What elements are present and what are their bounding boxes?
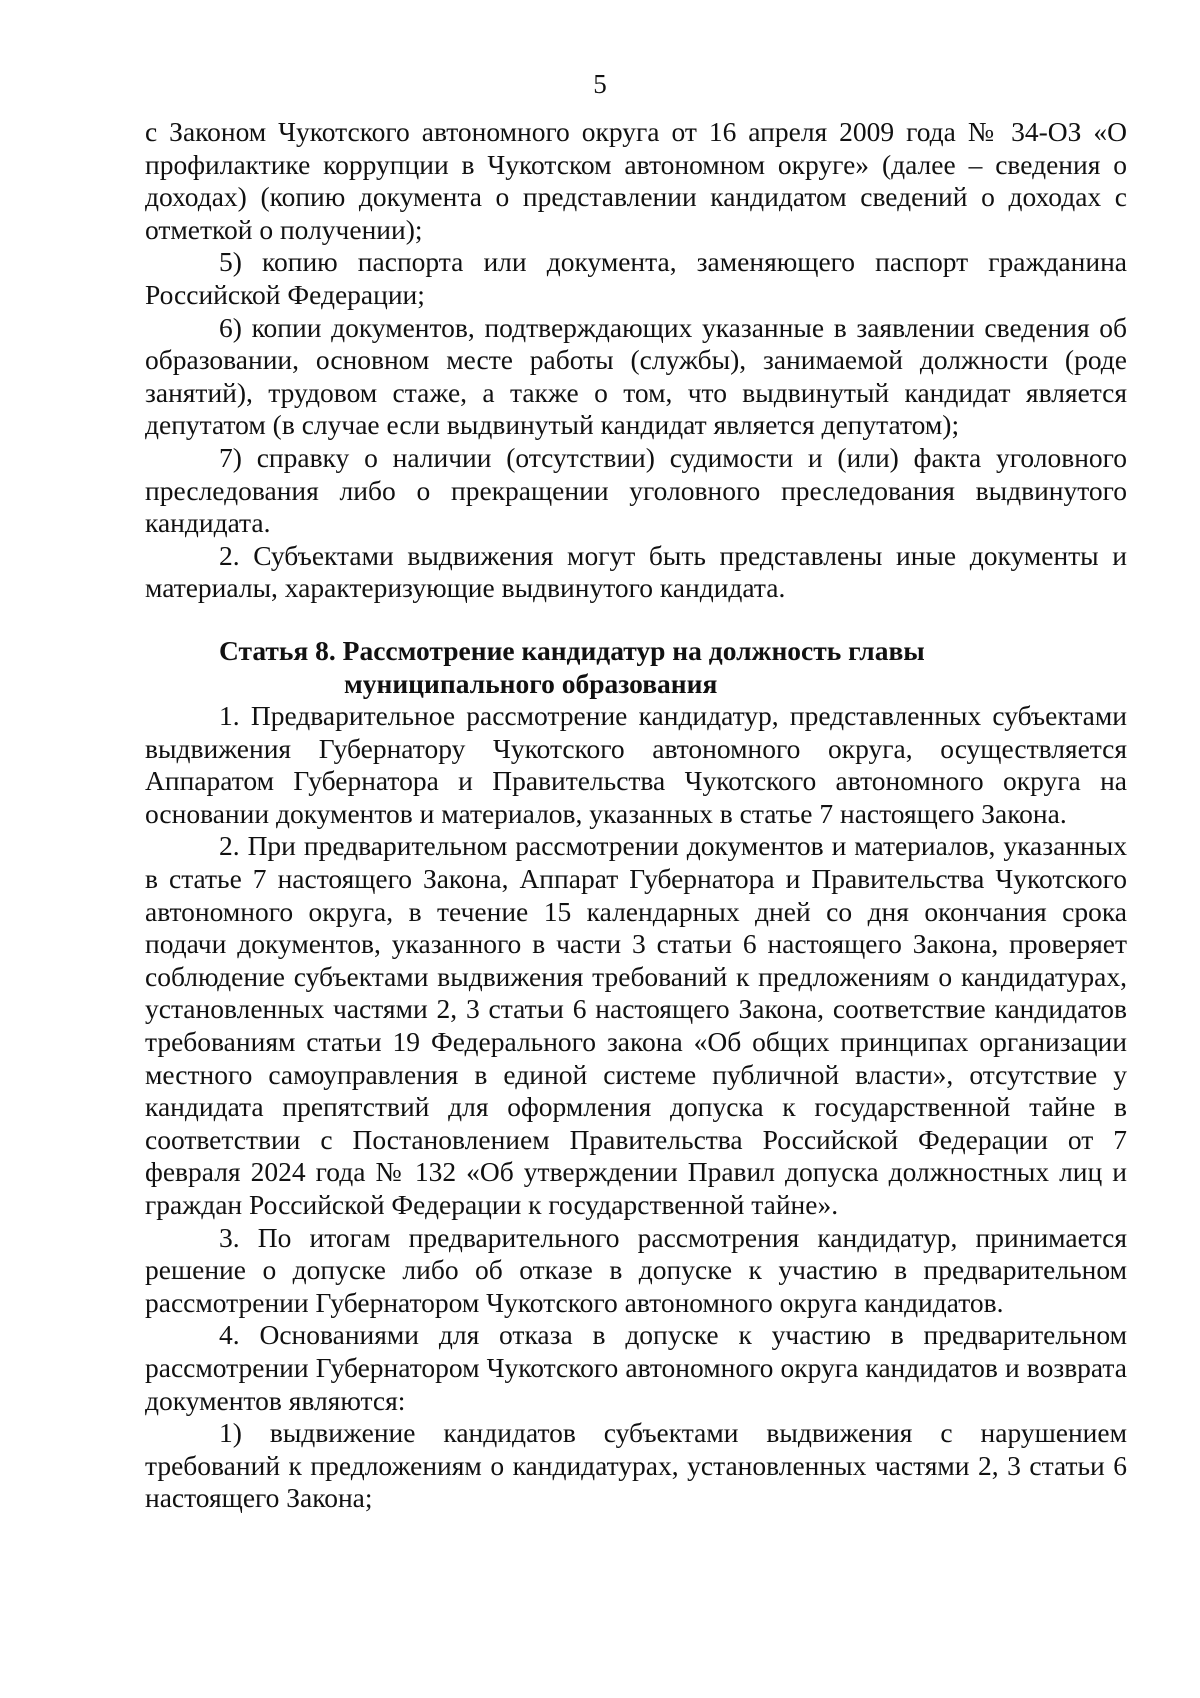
- paragraph: 4. Основаниями для отказа в допуске к участию в предварительном рассмотрении Губернатором Чукотского автономного округа кандидатов и возврата документов являются:: [145, 1319, 1127, 1416]
- paragraph: 2. При предварительном рассмотрении документов и материалов, указанных в статье 7 настоящего Закона, Аппарат Губернатора и Правительства Чукотского автономного округа, в течение 15 календарных дней со дня окончания срока подачи документов, указанного в части 3 статьи 6 настоящего Закона, проверяет соблюдение субъектами выдвижения требований к предложениям о кандидатурах, установленных частями 2, 3 статьи 6 настоящего Закона, соответствие кандидатов требованиям статьи 19 Федерального закона «Об общих принципах организации местного самоуправления в единой системе публичной власти», отсутствие у кандидата препятствий для оформления допуска к государственной тайне в соответствии с Постановлением Правительства Российской Федерации от 7 февраля 2024 года № 132 «Об утверждении Правил допуска должностных лиц и граждан Российской Федерации к государственной тайне».: [145, 830, 1127, 1220]
- article-heading: [145, 635, 1127, 700]
- paragraph: 1. Предварительное рассмотрение кандидатур, представленных субъектами выдвижения Губернатору Чукотского автономного округа, осуществляется Аппаратом Губернатора и Правительства Чукотского автономного округа на основании документов и материалов, указанных в статье 7 настоящего Закона.: [145, 700, 1127, 829]
- paragraph: с Законом Чукотского автономного округа от 16 апреля 2009 года № 34-ОЗ «О профилактике коррупции в Чукотском автономном округе» (далее – сведения о доходах) (копию документа о представлении кандидатом сведений о доходах с отметкой о получении);: [145, 116, 1127, 245]
- list-item: 7) справку о наличии (отсутствии) судимости и (или) факта уголовного преследования либо о прекращении уголовного преследования выдвинутого кандидата.: [145, 441, 1127, 539]
- paragraph: 2. Субъектами выдвижения могут быть представлены иные документы и материалы, характеризующие выдвинутого кандидата.: [145, 539, 1127, 604]
- document-body: [145, 116, 1127, 1515]
- list-item: 5) копию паспорта или документа, заменяющего паспорт гражданина Российской Федерации;: [145, 246, 1127, 310]
- article-heading-line-2: муниципального образования: [344, 667, 718, 699]
- paragraph: 3. По итогам предварительного рассмотрения кандидатур, принимается решение о допуске либо об отказе в допуске к участию в предварительном рассмотрении Губернатором Чукотского автономного округа кандидатов.: [145, 1221, 1127, 1318]
- list-item: 6) копии документов, подтверждающих указанные в заявлении сведения об образовании, основном месте работы (службы), занимаемой должности (роде занятий), трудовом стаже, а также о том, что выдвинутый кандидат является депутатом (в случае если выдвинутый кандидат является депутатом);: [145, 311, 1127, 441]
- article-heading-line-1: Статья 8. Рассмотрение кандидатур на должность главы: [219, 634, 925, 666]
- page-number: 5: [593, 69, 607, 99]
- list-item: 1) выдвижение кандидатов субъектами выдвижения с нарушением требований к предложениям о кандидатурах, установленных частями 2, 3 статьи 6 настоящего Закона;: [145, 1417, 1127, 1514]
